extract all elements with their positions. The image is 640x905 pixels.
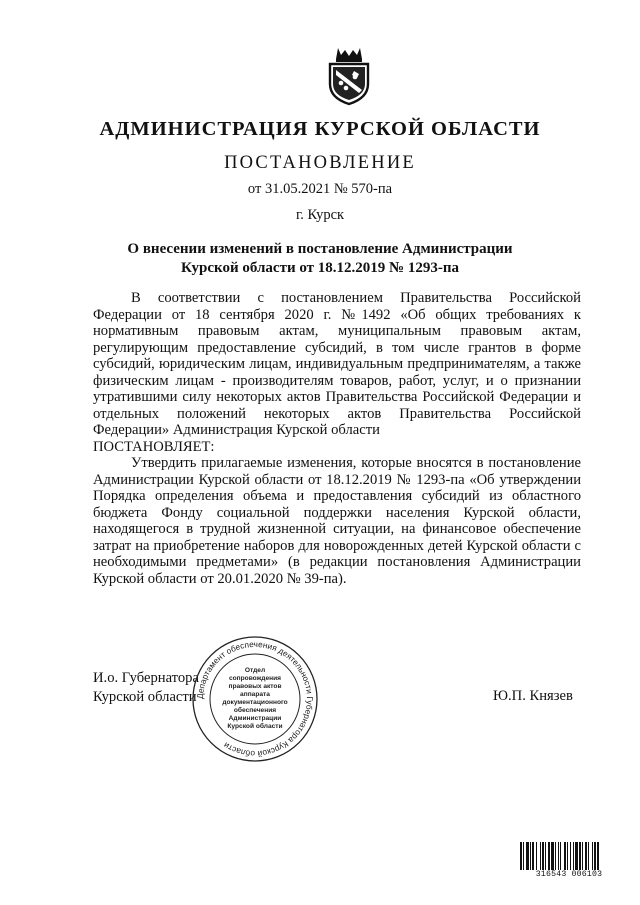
signatory-position bbox=[93, 669, 199, 707]
signatory-position-line-2: Курской области bbox=[93, 689, 197, 705]
stamp-center-text bbox=[206, 667, 304, 731]
coat-of-arms-icon bbox=[324, 44, 374, 106]
organization-name: АДМИНИСТРАЦИЯ КУРСКОЙ ОБЛАСТИ bbox=[99, 118, 541, 140]
title-line-2: Курской области от 18.12.2019 № 1293-па bbox=[181, 260, 459, 276]
document-city: г. Курск bbox=[295, 207, 345, 223]
stamp-line: Курской области bbox=[227, 723, 283, 730]
document-number: от 31.05.2021 № 570-па bbox=[247, 181, 393, 197]
title-line-1: О внесении изменений в постановление Администрации bbox=[127, 241, 513, 257]
body-paragraph-1: В соответствии с постановлением Правительства Российской Федерации от 18 сентября 2020 г. №1492 «Об общих требованиях к нормативным правовым актам, муниципальным правовым актам, регулирующим предоставление субсидий, в том числе грантов в форме субсидий, юридическим лицам, индивидуальным предпринимателям, а также физическим лицам - производителям товаров, работ, услуг, и о признании утратившими силу некоторых актов Правительства Российской Федерации и отдельных положений некоторых актов Правительства Российской Федерации» Администрация Курской области bbox=[93, 290, 581, 438]
document-body bbox=[93, 290, 581, 587]
signatory-position-line-1: И.о. Губернатора bbox=[93, 670, 199, 686]
stamp-line: документационного bbox=[222, 699, 288, 706]
barcode-bars bbox=[520, 842, 618, 870]
stamp-line: сопровождения bbox=[228, 675, 282, 682]
decree-word: ПОСТАНОВЛЯЕТ: bbox=[93, 438, 215, 455]
barcode bbox=[520, 842, 618, 878]
body-paragraph-2: Утвердить прилагаемые изменения, которые вносятся в постановление Администрации Курской области от 18.12.2019 № 1293-па «Об утверждении Порядка определения объема и предоставления субсидий из областного бюджета Фонду социальной поддержки населения Курской области, находящегося в трудной жизненной ситуации, на финансовое обеспечение затрат на приобретение наборов для новорожденных детей Курской области с необходимыми предметами» (в редакции постановления Администрации Курской области от 20.01.2020 № 39-па). bbox=[93, 455, 581, 587]
barcode-number: 316543 006103 bbox=[535, 870, 603, 879]
document-title bbox=[80, 240, 560, 278]
stamp-line: Администрации bbox=[228, 715, 282, 722]
stamp-line: Отдел bbox=[244, 667, 266, 674]
stamp-ring-text: Департамент обеспечения деятельности Губернатора Курской области bbox=[194, 638, 316, 760]
stamp-line: аппарата bbox=[240, 691, 270, 698]
signatory-name: Ю.П. Князев bbox=[493, 688, 573, 704]
stamp-line: правовых актов bbox=[228, 683, 282, 690]
document-type: ПОСТАНОВЛЕНИЕ bbox=[224, 153, 416, 173]
stamp-line: обеспечения bbox=[233, 707, 277, 714]
